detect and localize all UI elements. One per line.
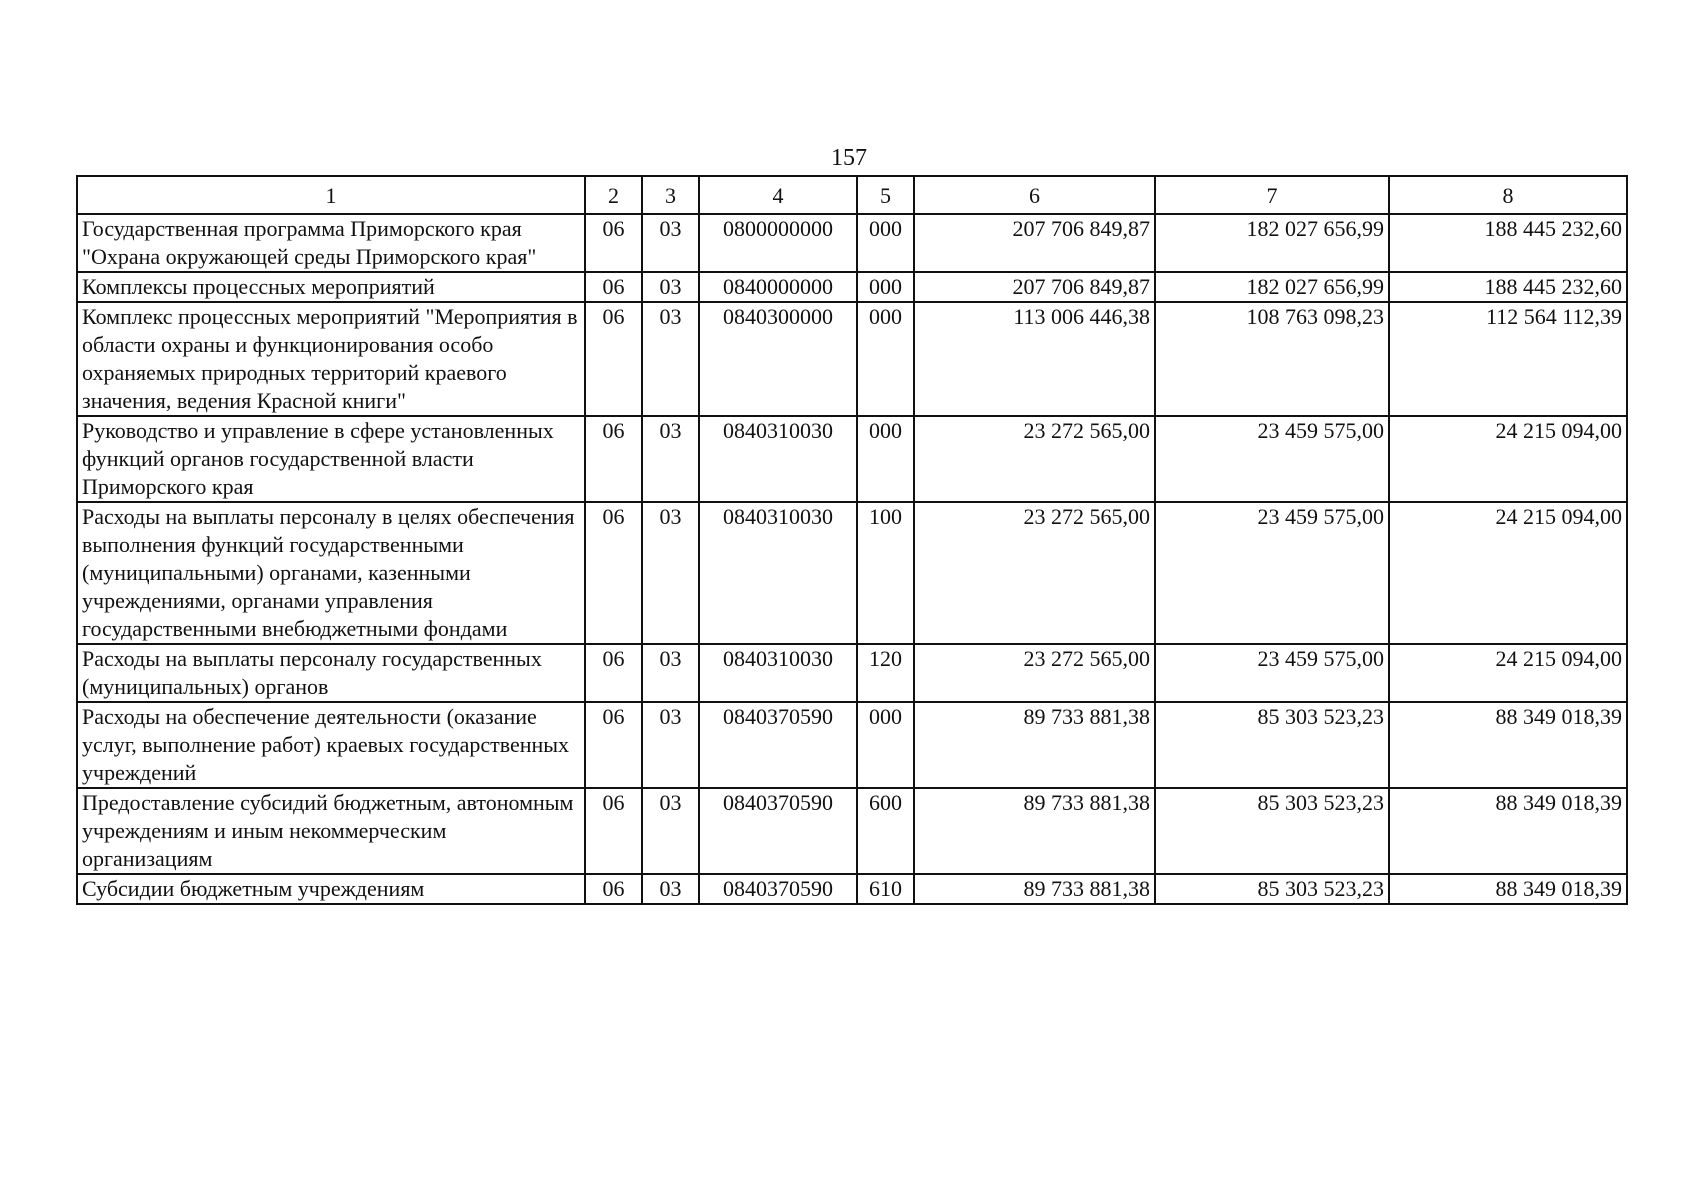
amount-col6: 113 006 446,38	[914, 302, 1155, 416]
amount-col7: 85 303 523,23	[1155, 702, 1389, 788]
target-article-code: 0840000000	[699, 272, 857, 302]
amount-col8: 112 564 112,39	[1389, 302, 1627, 416]
section-code: 06	[585, 302, 642, 416]
table-row	[77, 272, 1627, 302]
amount-col6: 89 733 881,38	[914, 874, 1155, 904]
subsection-code: 03	[642, 644, 699, 702]
target-article-code: 0840300000	[699, 302, 857, 416]
section-code: 06	[585, 644, 642, 702]
row-name: Расходы на выплаты персоналу государственных (муниципальных) органов	[77, 644, 585, 702]
row-name: Расходы на обеспечение деятельности (оказание услуг, выполнение работ) краевых государственных учреждений	[77, 702, 585, 788]
row-name: Предоставление субсидий бюджетным, автономным учреждениям и иным некоммерческим организациям	[77, 788, 585, 874]
header-cell: 7	[1155, 176, 1389, 214]
row-name: Расходы на выплаты персоналу в целях обеспечения выполнения функций государственными (муниципальными) органами, казенными учреждениями, органами управления государственными внебюджетными фондами	[77, 502, 585, 644]
table-row	[77, 702, 1627, 788]
table-row	[77, 874, 1627, 904]
amount-col6: 89 733 881,38	[914, 788, 1155, 874]
amount-col6: 207 706 849,87	[914, 272, 1155, 302]
section-code: 06	[585, 788, 642, 874]
amount-col7: 108 763 098,23	[1155, 302, 1389, 416]
amount-col6: 23 272 565,00	[914, 502, 1155, 644]
section-code: 06	[585, 214, 642, 272]
subsection-code: 03	[642, 272, 699, 302]
row-name: Руководство и управление в сфере установленных функций органов государственной власти Приморского края	[77, 416, 585, 502]
amount-col7: 85 303 523,23	[1155, 788, 1389, 874]
table-row	[77, 788, 1627, 874]
header-row	[77, 176, 1627, 214]
header-cell: 6	[914, 176, 1155, 214]
amount-col8: 88 349 018,39	[1389, 874, 1627, 904]
section-code: 06	[585, 702, 642, 788]
amount-col7: 85 303 523,23	[1155, 874, 1389, 904]
amount-col7: 23 459 575,00	[1155, 502, 1389, 644]
row-name: Субсидии бюджетным учреждениям	[77, 874, 585, 904]
expense-type-code: 000	[857, 302, 914, 416]
section-code: 06	[585, 272, 642, 302]
amount-col8: 24 215 094,00	[1389, 502, 1627, 644]
section-code: 06	[585, 416, 642, 502]
expense-type-code: 000	[857, 416, 914, 502]
subsection-code: 03	[642, 214, 699, 272]
page-number: 157	[831, 145, 867, 171]
expense-type-code: 000	[857, 702, 914, 788]
table-row	[77, 416, 1627, 502]
amount-col8: 188 445 232,60	[1389, 272, 1627, 302]
amount-col6: 23 272 565,00	[914, 416, 1155, 502]
expense-type-code: 600	[857, 788, 914, 874]
amount-col7: 182 027 656,99	[1155, 272, 1389, 302]
expense-type-code: 000	[857, 214, 914, 272]
expense-type-code: 000	[857, 272, 914, 302]
section-code: 06	[585, 502, 642, 644]
target-article-code: 0840310030	[699, 416, 857, 502]
target-article-code: 0840370590	[699, 874, 857, 904]
subsection-code: 03	[642, 502, 699, 644]
subsection-code: 03	[642, 302, 699, 416]
amount-col8: 24 215 094,00	[1389, 644, 1627, 702]
subsection-code: 03	[642, 416, 699, 502]
row-name: Комплекс процессных мероприятий "Мероприятия в области охраны и функционирования особо охраняемых природных территорий краевого значения, ведения Красной книги"	[77, 302, 585, 416]
amount-col6: 89 733 881,38	[914, 702, 1155, 788]
table-row	[77, 502, 1627, 644]
table-row	[77, 214, 1627, 272]
target-article-code: 0840310030	[699, 502, 857, 644]
header-cell: 2	[585, 176, 642, 214]
amount-col6: 207 706 849,87	[914, 214, 1155, 272]
table-row	[77, 644, 1627, 702]
amount-col7: 182 027 656,99	[1155, 214, 1389, 272]
subsection-code: 03	[642, 788, 699, 874]
section-code: 06	[585, 874, 642, 904]
row-name: Комплексы процессных мероприятий	[77, 272, 585, 302]
amount-col8: 88 349 018,39	[1389, 788, 1627, 874]
amount-col7: 23 459 575,00	[1155, 416, 1389, 502]
amount-col7: 23 459 575,00	[1155, 644, 1389, 702]
budget-table	[76, 175, 1628, 905]
amount-col6: 23 272 565,00	[914, 644, 1155, 702]
subsection-code: 03	[642, 874, 699, 904]
header-cell: 8	[1389, 176, 1627, 214]
amount-col8: 88 349 018,39	[1389, 702, 1627, 788]
header-cell: 3	[642, 176, 699, 214]
row-name: Государственная программа Приморского края "Охрана окружающей среды Приморского края"	[77, 214, 585, 272]
subsection-code: 03	[642, 702, 699, 788]
target-article-code: 0800000000	[699, 214, 857, 272]
expense-type-code: 610	[857, 874, 914, 904]
amount-col8: 188 445 232,60	[1389, 214, 1627, 272]
expense-type-code: 100	[857, 502, 914, 644]
target-article-code: 0840310030	[699, 644, 857, 702]
header-cell: 1	[77, 176, 585, 214]
header-cell: 4	[699, 176, 857, 214]
target-article-code: 0840370590	[699, 702, 857, 788]
target-article-code: 0840370590	[699, 788, 857, 874]
amount-col8: 24 215 094,00	[1389, 416, 1627, 502]
table-row	[77, 302, 1627, 416]
header-cell: 5	[857, 176, 914, 214]
expense-type-code: 120	[857, 644, 914, 702]
